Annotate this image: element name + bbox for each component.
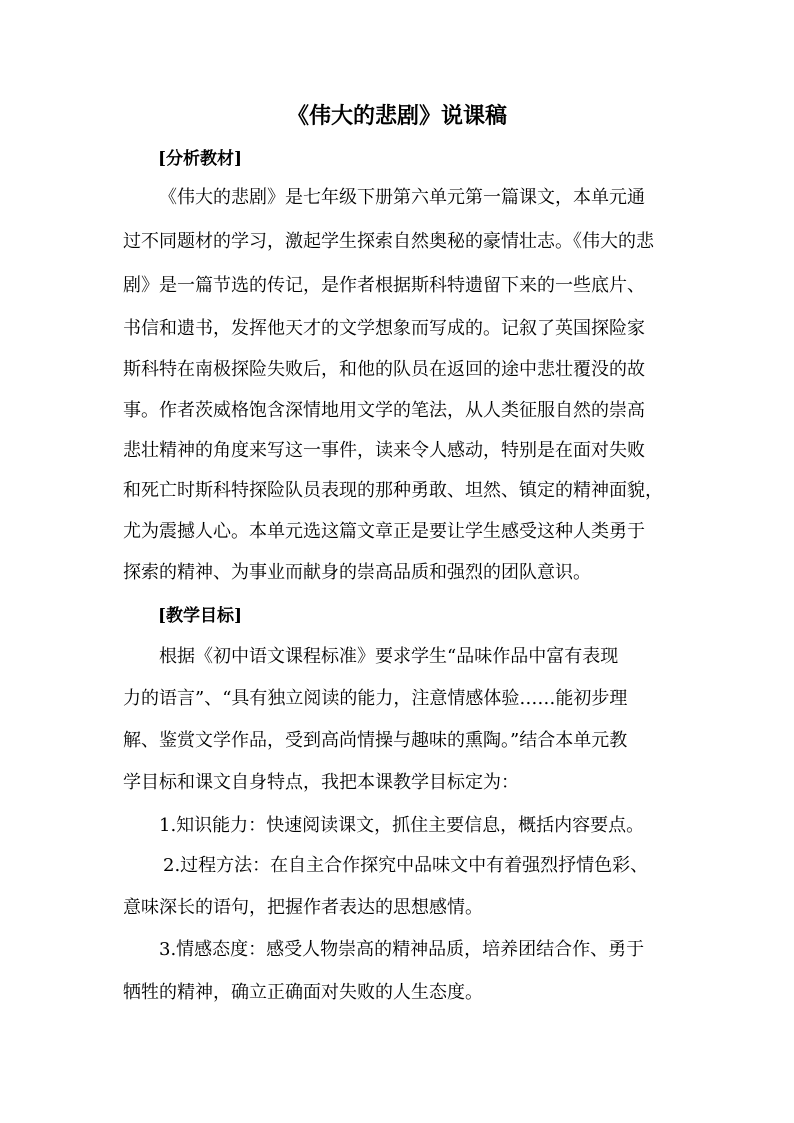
objective-item: 3.情感态度：感受人物崇高的精神品质，培养团结合作、勇于	[159, 939, 645, 960]
paragraph-line: 尤为震撼人心。本单元选这篇文章正是要让学生感受这种人类勇于	[123, 521, 645, 542]
objective-item: 1.知识能力：快速阅读课文，抓住主要信息，概括内容要点。	[159, 815, 645, 836]
paragraph-line: 和死亡时斯科特探险队员表现的那种勇敢、坦然、镇定的精神面貌，	[123, 480, 663, 501]
paragraph-line: 剧》是一篇节选的传记，是作者根据斯科特遗留下来的一些底片、	[123, 275, 645, 296]
section-heading-objectives: [教学目标]	[158, 606, 243, 626]
paragraph-line: 探索的精神、为事业而献身的崇高品质和强烈的团队意识。	[123, 562, 591, 583]
paragraph-line: 牺牲的精神，确立正确面对失败的人生态度。	[123, 982, 483, 1003]
paragraph-line: 过不同题材的学习，激起学生探索自然奥秘的豪情壮志。《伟大的悲	[123, 231, 654, 252]
paragraph-line: 悲壮精神的角度来写这一事件，读来令人感动，特别是在面对失败	[123, 440, 645, 461]
paragraph-line: 学目标和课文自身特点，我把本课教学目标定为：	[123, 772, 519, 793]
paragraph-line: 斯科特在南极探险失败后，和他的队员在返回的途中悲壮覆没的故	[123, 359, 645, 380]
paragraph-line: 力的语言”、“具有独立阅读的能力，注意情感体验……能初步理	[123, 688, 628, 709]
paragraph-line: 《伟大的悲剧》是七年级下册第六单元第一篇课文，本单元通	[159, 187, 645, 208]
paragraph-line: 意味深长的语句，把握作者表达的思想感情。	[123, 897, 483, 918]
paragraph-line: 根据《初中语文课程标准》要求学生“品味作品中富有表现	[159, 646, 619, 667]
section-heading-analysis: [分析教材]	[158, 149, 243, 169]
paragraph-line: 书信和遗书，发挥他天才的文学想象而写成的。记叙了英国探险家	[123, 318, 645, 339]
paragraph-line: 事。作者茨威格饱含深情地用文学的笔法，从人类征服自然的崇高	[123, 400, 645, 421]
paragraph-line: 解、鉴赏文学作品，受到高尚情操与趣味的熏陶。”结合本单元教	[123, 730, 628, 751]
objective-item: 2.过程方法：在自主合作探究中品味文中有着强烈抒情色彩、	[163, 855, 649, 876]
document-title: 《伟大的悲剧》说课稿	[286, 103, 507, 129]
